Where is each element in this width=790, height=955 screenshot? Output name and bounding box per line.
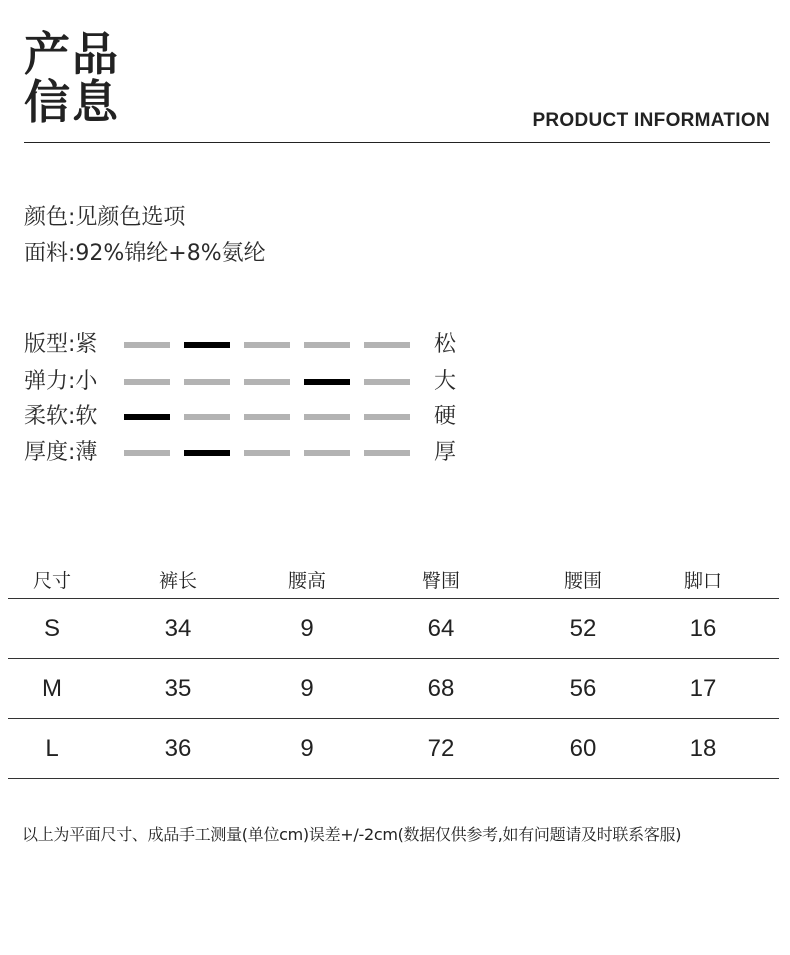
cell-pants-length: 35 (164, 675, 192, 702)
scale-segment (184, 414, 230, 420)
scale-segment (364, 450, 410, 456)
table-row (8, 719, 779, 779)
cell-hip: 64 (427, 615, 455, 642)
cell-hip: 68 (427, 675, 455, 702)
cell-size: M (42, 675, 62, 702)
scale-end-label: 厚 (434, 440, 457, 465)
cell-pants-length: 34 (164, 615, 192, 642)
fit-scale (24, 330, 484, 360)
table-row (8, 659, 779, 719)
header-hip: 臀围 (421, 570, 461, 592)
scale-segment (304, 450, 350, 456)
cell-size: L (45, 735, 59, 762)
title-line-1: 产品 (24, 27, 120, 81)
cell-hem: 17 (689, 675, 717, 702)
cell-hem: 18 (689, 735, 717, 762)
spec-color: 颜色:见颜色选项 (24, 205, 186, 230)
stretch-scale (24, 367, 484, 397)
title-line-2: 信息 (24, 75, 120, 129)
cell-size: S (43, 615, 61, 642)
cell-rise: 9 (300, 675, 314, 702)
softness-scale (24, 402, 484, 432)
scale-end-label: 大 (434, 369, 457, 394)
cell-waist: 56 (569, 675, 597, 702)
scale-segment (364, 342, 410, 348)
scale-segment (124, 450, 170, 456)
header-waist: 腰围 (563, 570, 603, 592)
scale-segment (124, 379, 170, 385)
cell-pants-length: 36 (164, 735, 192, 762)
header-divider (24, 142, 770, 143)
header-pants-length: 裤长 (158, 570, 198, 592)
header-rise: 腰高 (287, 570, 327, 592)
scale-label: 柔软:软 (24, 404, 98, 429)
scale-label: 版型:紧 (24, 332, 98, 357)
scale-segment (244, 450, 290, 456)
scale-segment (364, 414, 410, 420)
cell-waist: 52 (569, 615, 597, 642)
scale-segment-active (184, 342, 230, 348)
size-table (8, 560, 779, 779)
cell-hip: 72 (427, 735, 455, 762)
scale-segment-active (184, 450, 230, 456)
scale-segment (244, 342, 290, 348)
scale-segment (364, 379, 410, 385)
scale-end-label: 硬 (434, 404, 457, 429)
cell-waist: 60 (569, 735, 597, 762)
spec-fabric: 面料:92%锦纶+8%氨纶 (24, 241, 266, 266)
table-header-row (8, 560, 779, 599)
page-subtitle: PRODUCT INFORMATION (532, 110, 770, 131)
header-hem: 脚口 (683, 570, 723, 592)
cell-rise: 9 (300, 735, 314, 762)
scale-label: 厚度:薄 (24, 440, 98, 465)
scale-segment (304, 414, 350, 420)
scale-segment (244, 379, 290, 385)
scale-segment (304, 342, 350, 348)
scale-segment (184, 379, 230, 385)
cell-rise: 9 (300, 615, 314, 642)
scale-label: 弹力:小 (24, 369, 98, 394)
measurement-note: 以上为平面尺寸、成品手工测量(单位cm)误差+/-2cm(数据仅供参考,如有问题请及时联系客服) (22, 825, 682, 844)
header-size: 尺寸 (32, 570, 72, 592)
scale-segment-active (124, 414, 170, 420)
cell-hem: 16 (689, 615, 717, 642)
thickness-scale (24, 438, 484, 468)
scale-segment (124, 342, 170, 348)
scale-segment (244, 414, 290, 420)
table-row (8, 599, 779, 659)
scale-segment-active (304, 379, 350, 385)
scale-end-label: 松 (434, 332, 457, 357)
page-title (24, 27, 120, 129)
